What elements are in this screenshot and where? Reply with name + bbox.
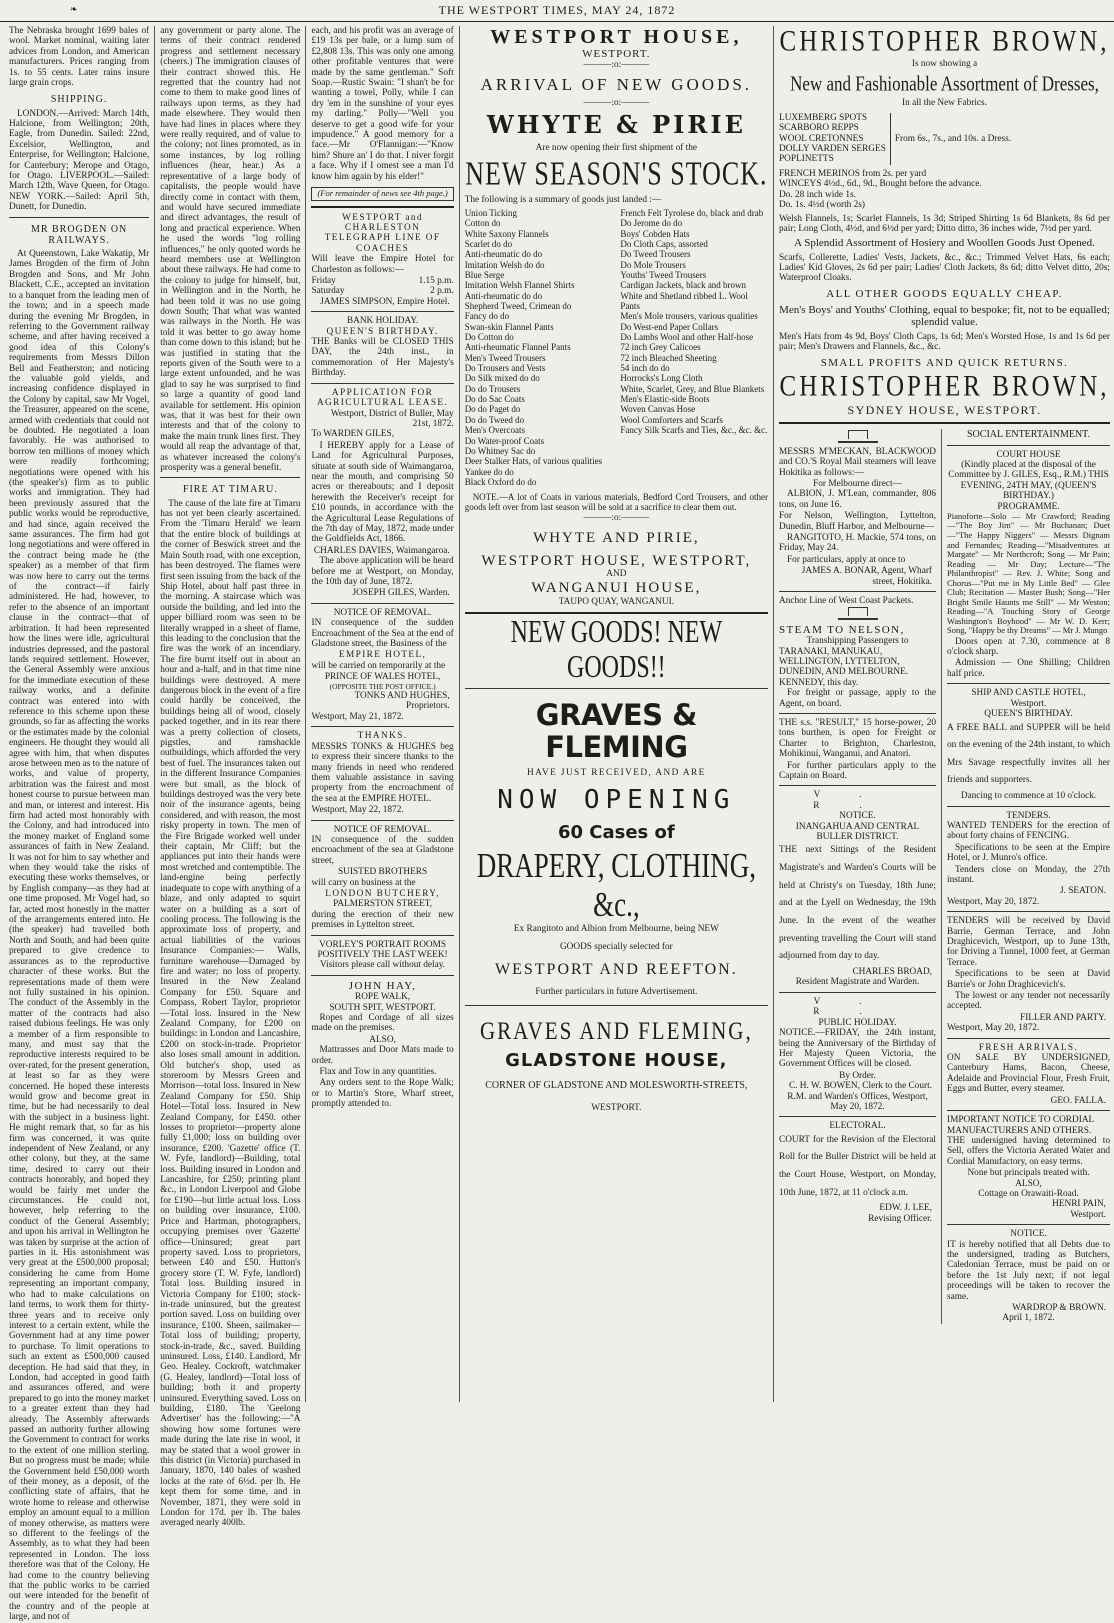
merinos: FRENCH MERINOS from 2s. per yard (779, 168, 927, 179)
divider (947, 911, 1110, 912)
column-3 (306, 26, 459, 1402)
goods-item: Men's Mole trousers, various qualities (620, 311, 758, 322)
principals: None but principals treated with. (967, 1168, 1090, 1179)
masthead (0, 0, 1114, 22)
goods-item: Men's Tweed Trousers (464, 352, 546, 363)
goods-item: Scarlet do do (464, 238, 513, 249)
goods-item: French Felt Tyrolese do, black and drab (620, 207, 764, 218)
removal2-heading: NOTICE OF REMOVAL. (333, 824, 432, 835)
divider (465, 688, 768, 689)
removal-signature: TONKS AND HUGHES, Proprietors. (354, 691, 450, 712)
mmeckan-text: MESSRS M'MECKAN, BLACKWOOD and CO.'S Royal Mail steamers will leave Hokitika as follows:— (779, 446, 937, 478)
thanks-text: MESSRS TONKS & HUGHES beg to express their sincere thanks to the many friends in need who rendered them valuable assistance in saving property from the encroachment of the sea at the EMPIRE HOTEL. (311, 741, 454, 804)
important-text: THE undersigned having determined to Sell, offers the Victoria Aerated Water and Cordial Manufactory, on easy terms. (947, 1135, 1111, 1167)
column-5-6 (774, 26, 1110, 1402)
goods-item: Anti-rheumatic do do (464, 290, 543, 301)
goods-item: Men's Overcoats (464, 425, 526, 436)
goods-item: White, Scarlet, Grey, and Blue Blankets (620, 383, 765, 394)
broad-signature: CHARLES BROAD, (852, 967, 933, 978)
ornament: ———:o:——— (583, 97, 650, 108)
fresh-heading: FRESH ARRIVALS. (978, 1042, 1079, 1053)
lease-note: The above application will be heard before me at Westport, on Monday, the 10th day of June, 1872. (311, 556, 454, 588)
goods-item: Union Ticking (464, 207, 517, 218)
steam-heading: STEAM TO NELSON, (779, 623, 905, 636)
footer-wanganui-house: WANGANUI HOUSE, (531, 579, 702, 596)
anchor-line: Anchor Line of West Coast Packets. (779, 596, 914, 607)
queens-birthday: QUEEN'S BIRTHDAY. (984, 709, 1073, 720)
goods-item: Horrocks's Long Cloth (620, 373, 703, 384)
goods-item: Do Whitney Sac do (464, 445, 536, 456)
london-butchery: LONDON BUTCHERY, (325, 888, 440, 899)
goods-item: Blue Serge (464, 270, 505, 281)
coach-row (311, 276, 453, 286)
goods-item: Imitation Welsh do do (464, 259, 545, 270)
divider (311, 726, 453, 727)
cases-of: 60 Cases of (557, 822, 675, 844)
removal2-text-3: during the erection of their new premises in Lyttelton street. (311, 909, 454, 931)
opposite-post-office: (OPPOSITE THE POST OFFICE.) (329, 681, 436, 691)
assortment-banner: New and Fashionable Assortment of Dresses, (790, 72, 1099, 96)
goods-selected: GOODS specially selected for (559, 942, 673, 953)
goods-item: Do do Paget do (464, 404, 521, 415)
westport-house-title: WESTPORT HOUSE, (490, 26, 743, 48)
lease-place: Westport, District of Buller, May 21st, 1872. (330, 408, 454, 429)
social-heading: SOCIAL ENTERTAINMENT. (967, 429, 1091, 441)
coach-signature: JAMES SIMPSON, Empire Hotel. (320, 296, 450, 307)
winceys: WINCEYS 4½d., 6d., 9d., Bought before the advance. (779, 179, 982, 190)
holiday-text: NOTICE.—FRIDAY, the 24th instant, being the Anniversary of the Birthday of Her Majesty Queen Victoria, the Government Offices will be closed. (779, 1028, 937, 1070)
coach-row (311, 286, 453, 296)
goods-item: White Saxony Flannels (464, 228, 549, 239)
goods-left (465, 208, 613, 487)
goods-item: Do do Tweed do (464, 414, 525, 425)
divider (465, 612, 768, 614)
court-house: COURT HOUSE (996, 449, 1061, 460)
programme: PROGRAMME. (997, 501, 1060, 512)
note-text: NOTE.—A lot of Coats in various materials, Bedford Cord Trousers, and other goods left over from last season will be sold at a sacrifice to clear them out. (464, 492, 769, 513)
divider (311, 311, 453, 312)
scarfs-text: Scarfs, Collerette, Ladies' Vests, Jackets, &c., &c.; Trimmed Velvet Hats, 6s each; Ladies' Kid Gloves, 2s 6d per pair; Ladies' Cloth Jackets, 8s 6d; ditto Velvet ditto, 20s; Waterproof Cloaks. (779, 252, 1111, 284)
hay-also: ALSO, (369, 1034, 396, 1045)
tunnel-tenders-2: Specifications to be seen at David Barrie's or John Draghicevich's. (947, 969, 1111, 990)
showing-text: Is now showing a (911, 59, 978, 69)
freight: For freight or passage, apply to the Agent, on board. (779, 688, 937, 709)
goods-item: Youths' Tweed Trousers (620, 270, 707, 281)
goods-item: Anti-rheumatic do do (464, 249, 543, 260)
have-just-received: HAVE JUST RECEIVED, AND ARE (526, 767, 706, 778)
divider (465, 1005, 768, 1006)
goods-item: Wool Comforters and Scarfs (620, 414, 723, 425)
fabric-item: SCARBORO REPPS (779, 123, 859, 134)
lease-heading: APPLICATION FOR AGRICULTURAL LEASE. (316, 387, 449, 409)
goods-item: Swan-skin Flannel Pants (464, 321, 554, 332)
christopher-brown-title: CHRISTOPHER BROWN, (779, 25, 1110, 58)
pain: HENRI PAIN, (1052, 1199, 1107, 1210)
nelson-route: For Nelson, Wellington, Lyttelton, Dunedin, Bluff Harbor, and Melbourne— (779, 511, 937, 532)
bank-text: THE Banks will be CLOSED THIS DAY, the 24th inst., in commemoration of Her Majesty's Birthday. (311, 337, 454, 379)
vorley-sub: POSITIVELY THE LAST WEEK! (317, 950, 448, 960)
lee-title: Revising Officer. (868, 1213, 933, 1224)
westport-reefton: WESTPORT AND REEFTON. (495, 960, 738, 978)
shipping-text: LONDON.—Arrived: March 14th, Halcione, from Wellington; 20th, Eagle, from Dunedin. Sailed: 22nd, Excelsior, Wellington, and Enterprise, for Wellington; Halcione, for Canterbury; Merope and Otago, for Otago. LIVERPOOL.—Sailed: March 12th, Wave Queen, for Otago. NEW YORK.—Sailed: April 5th, Dunett, for Dunedin. (9, 108, 150, 213)
goods-item: 72 inch Bleached Sheeting (620, 352, 717, 363)
tenders-text-2: Specifications to be seen at the Empire Hotel, or J. Munro's office. (947, 842, 1111, 864)
bonar-signature: JAMES A. BONAR, Agent, Wharf street, Hokitika. (801, 566, 933, 587)
divider (779, 422, 1110, 424)
rm-offices: R.M. and Warden's Offices, Westport, May 20, 1872. (787, 1091, 928, 1112)
newspaper-page (4, 25, 1111, 1623)
inangahua-text: THE next Sittings of the Resident Magistrate's and Warden's Courts will be held at Christy's on Tuesday, 18th June; and at the Lyell on Wednesday, the 19th June. In the event of the weather preventing travelling the Court will stand adjourned from day to day. (779, 845, 937, 962)
column-4-westport-house (460, 26, 774, 1402)
ship-castle-heading: SHIP AND CASTLE HOTEL, (971, 688, 1086, 699)
further-particulars: Further particulars in future Advertisement. (535, 986, 698, 997)
divider (947, 1224, 1110, 1225)
arrival-heading: ARRIVAL OF NEW GOODS. (480, 74, 753, 94)
fabric-item: POPLINETTS (779, 154, 834, 165)
westport-house-place: WESTPORT. (582, 48, 651, 60)
apply-text: For particulars, apply at once to (787, 554, 906, 565)
christopher-brown-footer: CHRISTOPHER BROWN, (779, 370, 1110, 403)
prince-of-wales: PRINCE OF WALES HOTEL, (324, 672, 441, 683)
doors: Doors open at 7.30, commence at 8 o'clock sharp. (947, 636, 1111, 658)
wardrop-date: April 1, 1872. (1002, 1313, 1055, 1324)
whyte-pirie: WHYTE & PIRIE (486, 110, 746, 140)
goods-item: White and Shetland ribbed L. Wool Pants (620, 290, 748, 312)
divider (311, 935, 453, 936)
bank-heading: BANK HOLIDAY. (346, 316, 419, 327)
lee-signature: EDW. J. LEE, (879, 1203, 933, 1214)
lease-signature: CHARLES DAVIES, Waimangaroa. (313, 545, 450, 556)
ship-icon (779, 606, 936, 623)
brogden-heading: MR BROGDEN ON RAILWAYS. (30, 223, 128, 246)
fresh-text: ON SALE BY UNDERSIGNED, Canterbury Hams, Bacon, Cheese, Adelaide and Provincial Flour, Fresh Fruit, Eggs and Butter, every steamer. (947, 1053, 1111, 1095)
kennedy: KENNEDY, this day. (779, 677, 859, 688)
tunnel-tenders-3: The lowest or any tender not necessarily accepted. (947, 991, 1111, 1012)
masthead-ornament: ❧ (70, 4, 79, 14)
graves-fleming: GRAVES & FLEMING (535, 697, 697, 765)
mens-clothing: Men's Boys' and Youths' Clothing, equal to bespoke; fit, not to be equalled; splendid value. (779, 304, 1110, 329)
goods-item: Shepherd Tweed, Crimean do (464, 301, 572, 312)
ports: TARANAKI, MANUKAU, WELLINGTON, LYTTELTON, DUNEDIN, AND MELBOURNE. (779, 646, 909, 678)
vorley-heading: VORLEY'S PORTRAIT ROOMS (319, 939, 447, 950)
wool-profit-text: each, and his profit was an average of £19 13s per bale, or a lump sum of £2,808 13s. This was only one among other profitable ventures that were made by the same gentleman." Soft Soap.—Rustic Swain: "I shan't be for wanting a towel, Polly, while I can dry 'em in the sunshine of your eyes my darling." Polly—"Well you deserve to get a good wife for your impudence." A good memory for a face.—Mr O'Flannigan:—"Know him? Shure an' I do that. I niver forgit a face. Why if I omest see a man I'd know him again by his elder!" (311, 26, 454, 182)
hay-text-2: Mattrasses and Door Mats made to order. (311, 1045, 454, 1066)
cottage: Cottage on Orawaiti-Road. (978, 1188, 1079, 1199)
goods-item: Do Tweed Trousers (620, 249, 691, 260)
now-opening: NOW OPENING (497, 785, 736, 816)
tenders-text-3: Tenders close on Monday, the 27th instant. (947, 864, 1111, 885)
queens-heading: QUEEN'S BIRTHDAY. (326, 326, 439, 337)
removal-text: IN consequence of the sudden Encroachment of the Sea at the end of Gladstone street, the Business of the (311, 618, 454, 650)
divider (311, 820, 453, 821)
tranship-text: Transhipping Passengers to (806, 636, 909, 647)
hay-sub: ROPE WALK, (355, 992, 411, 1003)
coach-text: Will leave the Empire Hotel for Charleston as follows:— (311, 254, 454, 275)
fabric-price: From 6s., 7s., and 10s. a Dress. (894, 133, 1012, 144)
goods-item: Woven Canvas Hose (620, 404, 696, 415)
goods-item: Do Jerome do do (620, 218, 683, 229)
falla: GEO. FALLA. (1050, 1095, 1107, 1106)
fabric-list (779, 113, 1110, 165)
hay-place: SOUTH SPIT, WESTPORT. (329, 1002, 436, 1013)
removal-text-2: will be carried on temporarily at the (311, 660, 446, 671)
notice-heading: NOTICE. (839, 811, 876, 822)
thanks-date: Westport, May 22, 1872. (311, 805, 404, 816)
suisted-brothers: SUISTED BROTHERS (338, 867, 428, 878)
hay-text: Ropes and Cordage of all sizes made on the premises. (311, 1012, 454, 1034)
divider (779, 992, 936, 993)
divider (9, 217, 149, 218)
westport-footer: WESTPORT. (591, 1102, 642, 1113)
welsh-flannels: Welsh Flannels, 1s; Scarlet Flannels, 1s 3d; Striped Shirting 1s 6d Blankets, 8s 6d per pair; Long Cloth, 4½d, and 6½d per yard; Ditto ditto, 36 inches wide, 7½d per yard. (779, 213, 1111, 234)
lease-note-signature: JOSEPH GILES, Warden. (352, 588, 450, 599)
broad-title: Resident Magistrate and Warden. (795, 977, 920, 988)
divider (779, 591, 936, 592)
column-6 (942, 429, 1110, 1323)
divider (311, 206, 453, 208)
coach-time: 2 p.m. (430, 286, 454, 297)
result-text-2: For further particulars apply to the Captain on Board. (779, 760, 937, 782)
brogden-article: At Queenstown, Lake Wakatip, Mr James Brogden of the firm of John Brogden and Sons, and Mr John Blackett, C.E., accepted an invitation to a banquet from the leading men of the town; and in a speech made during the evening Mr Brogden, in referring to the Government railway scheme, and after having received a good idea of this Colony's requirements from Messrs Dillon Bell and Featherston; and noticing the valuable gold yields, and increasing confidence displayed in the Colony by capital, saw Mr Vogel, the Treasurer, appeared on the scene, armed with credentials that could not be doubted. He negotiated a loan favorably. He was authorised to borrow ten millions of money which were readily forthcoming; negotiations were opened with his (the speaker's) firm as to public works and immigration. They had been previously assured that the public works would be reproductive, and had since, again received the same assurances. The firm had got long negotiations and were offered in the contract being made he (the speaker) as a member of that firm was now here to carry out the terms of the contract—if fairly administered. He had, however, to refer to the absence of an important clause in the contract—that of arbitration. It had been represented how the lines were idle, agricultural industries depressed, and the pastoral lands required settlement. However, the General Assembly were anxious for the immediate execution of these railway works, and a definite contract was entered into with reference to this scheme upon these grounds, so far as affecting the works or the estimates made by the colonial engineers. He thought they would all agree with him, that when disputes arose between men as to the nature of works, and value of property, arbitration was the fairest and most honest course to pursue between man and man, or interest and interest. His firm had acted most honorably with the Colony, and had introduced into the money market of England some assurances of faith in New Zealand. It was not for him to say whether and when they would take the risks of executing these works themselves, or by English company—as they had at one time proposed. Mr Vogel had, so far, acted most honestly in the matter of the arrangements entered into. He (the speaker) had travelled both North and South, and had been quite prepared to give credence to assurances as to the reproductive character of these works. But the representations made of them were not fully sustained in his opinion. The conduct of the Assembly in the matter of the contracts had also raised dubious feelings. He was only a member of a firm responsible to many, and must say that the reproductive interests required to be over-rated, for the present generation, at least so far as they were concerned. He hoped these interests would grow and become great in time, but he had necessarily to deal with the subject in a business light. He might remark that, so far as his firm was concerned, it was quite independent of New Zealand, or any other colony, but they, at the same time, desired to carry out their contracts honorably, and hoped they would be fairly met under the circumstances. He could not, however, help referring to the conduct of the General Assembly; and upon his arrival in Wellington he was taken by surprise at the action of parties in it. His astonishment was very great at the £500,000 proposal; considering he came from Home representing an important company, who had to make calculations on land terms, to work them for thirty-three years and to receive only interest to a certain extent, while the Government had at any time power to purchase. To limit operations to such an extent as £500,000 caused deception. He had said that they, in London, had accepted in good faith and assurances offered, and were prepared to go into the money market to a greater extent than they had already. The Assembly afterwards passed an authority further allowing the Government to contract for works to the extent of one million sterling. But no progress must be made; while the Government held £50,000 worth of their money, as a deposit, of the conflicting state of affairs, that he wrote home to release and otherwise employ an amount equal to a million of money otherwise, as matters were so different to the feelings of the Assembly, as to what they had been represented in London. The loss therefore was that of the Colony. He had come to the country believing that the public works to be carried out were intended for the benefit of the country and of the people at large, and not of (9, 249, 150, 1623)
goods-right (620, 208, 768, 487)
goods-item: Boys' Cobden Hats (620, 228, 690, 239)
footer-westport-house: WESTPORT HOUSE, WESTPORT, (481, 552, 752, 569)
ship-icon (779, 429, 936, 446)
thanks-heading: THANKS. (357, 731, 408, 742)
removal-date: Westport, May 21, 1872. (311, 711, 404, 722)
goods-item: 54 inch do do (620, 363, 670, 374)
dancing: Dancing to commence at 10 o'clock. (960, 791, 1097, 802)
goods-item: Do Cotton do (464, 332, 514, 343)
by-order: By Order. (839, 1070, 876, 1081)
goods-item: Do Trousers and Vests (464, 363, 546, 374)
coach-day: Friday (311, 276, 336, 287)
shipping-heading: SHIPPING. (50, 94, 108, 106)
divider (947, 1038, 1110, 1039)
filler-date: Westport, May 20, 1872. (947, 1023, 1040, 1034)
divider (779, 1116, 936, 1117)
divider (311, 975, 453, 976)
goods-list (465, 208, 768, 487)
fabric-item: LUXEMBERG SPOTS (779, 112, 868, 123)
ornament: ———:o:——— (583, 513, 650, 524)
lease-text: I HEREBY apply for a Lease of Land for Agricultural Purposes, situate at south side of Waimangaroa, near the mouth, and comprising 50 acres or thereabouts; and I deposit herewith the Receiver's receipt for £10 pounds, in accordance with the the Agricultural Lease Regulations of the 7th day of May, 1872, made under the Goldfields Act, 1866. (311, 440, 454, 545)
footer-and: AND (606, 569, 627, 580)
fire-article: The cause of the late fire at Timaru has not yet been clearly ascertained. From the 'Timaru Herald' we learn that the entire block of buildings at the corner of Beswick street and the Main South road, with one exception, has been destroyed. The flames were first seen issuing from the back of the Ship Hotel, about half past three in the morning. A staircase which was outside the building, and led into the upper billiard room was seen to be literally wrapped in a sheet of flame, this leading to the conclusion that the fire was the work of an incendiary. The fire burnt itself out in about an hour and a-half, and in that time nine buildings were destroyed. A mere dangerous block in the event of a fire could hardly be conceived, the buildings being all of wood, closely packed together, and in its rear there was a pretty collection of closets, pigstles, and ramshackle outbuildings, which afforded the very best of fuel. The insurances taken out in the different Insurance Companies were but small, as the block of buildings destroyed was the very bete noir of the insurance agents, being considered, and with reason, the most risky property in town. The men of the Fire Brigade worked well under their captain, Mr Cliff; but the appliances put into their hands were most wretched and contemptible. The land-engine being perfectly inadequate to cope with anything of a blaze, and only adapted to squirt water on a building as a sort of cooling process. The following is the approximate loss of property, and actual liabilities of the various Insurance Companies:— Walls, furniture warehouse—Damaged by fire and water; no loss of property. Insured in the New Zealand Company for £50. Square and Compass, Robert Taylor, proprietor—Total loss. Insured in the New Zealand Company, for £200 on buildings: in London and Lancashire, £200 on stock-in-trade. Proprietor also loses small amount in addition. Old butcher's shop, used as storeroom by Messrs Green and Morrison—total loss. Insured in New Zealand Company for £50. Ship Hotel—Total loss. Insured in New Zealand Company, for £450. other losses to proprietor—property alone fully £1,000; loss on building over insurance, £200. 'Gazette' office (T. W. Fyfe, landlord)—Building, total loss. Building insured in London and Lancashire, for £250; printing plant &c., in London Liverpool and Globe for £190—but little actual loss. Loss on building over insurance, £100. Price and Hartman, photographers, occupying premises over 'Gazette' office—Uninsured; great part property saved. Loss to proprietors, between £40 and £50. Hutton's grocery store (T. W. Fyfe, landlord) Total loss. Building insured in Victoria Company for £100; stock-in-trade uninsured, but the greatest portion saved. Loss on building over insurance, £100. Sheen, sailmaker—Total loss of building; property, stock-in-trade, &c., saved. Building uninsured. Loss, £140. Landlord, Mr Geo. Healey. Cockroft, watchmaker (G. Healey, landlord)—Total loss of building; both it and property uninsured. Everything saved. Loss on building, £180. The 'Geelong Advertiser' has the following:—"A showing how some fortunes were made during the late rise in wool, it may be stated that a wool grower in this district (in Victoria) purchased in January, 1870, 140 bales of washed locks at the rate of 6½d. per lb. He kept them for some time, and in November, 1871, they were sold in London for 17d. per lb. The bales averaged nearly 400lb. (160, 498, 301, 1529)
goods-item: Anti-rheumatic Flannel Pants (464, 342, 571, 353)
coach-day: Saturday (311, 286, 345, 297)
goods-item: Black Oxford do do (464, 476, 537, 487)
masthead-title: THE WESTPORT TIMES, MAY 24, 1872 (438, 2, 676, 17)
tenders-text: WANTED TENDERS for the erection of about forty chains of FENCING. (947, 820, 1111, 842)
wardrop: WARDROP & BROWN. (1012, 1303, 1107, 1314)
new-season-stock: NEW SEASON'S STOCK. (465, 155, 768, 193)
rangitoto: RANGITOTO, H. Mackie, 574 tons, on Friday, May 24. (779, 533, 937, 554)
ship-castle-place: Westport. (1010, 698, 1047, 709)
divider (947, 683, 1110, 684)
mens-hats: Men's Hats from 4s 9d, Boys' Cloth Caps, 1s 6d; Men's Worsted Hose, 1s and 1s 6d per pair; Men's Drawers and Flannels, &c., &c. (779, 331, 1111, 353)
new-fabrics: In all the New Fabrics. (902, 98, 987, 109)
winceys-do: Do. 28 inch wide 1s. (779, 189, 856, 200)
gladstone-house: GLADSTONE HOUSE, (505, 1050, 728, 1072)
goods-item: Do Lambs Wool and other Half-hose (620, 332, 754, 343)
drapery-clothing: DRAPERY, CLOTHING, &c., (476, 846, 756, 925)
divider (779, 713, 936, 714)
ex-rangitoto: Ex Rangitoto and Albion from Melbourne, being NEW (513, 923, 719, 934)
corner-streets: CORNER OF GLADSTONE AND MOLESWORTH-STREETS, (485, 1079, 748, 1091)
hay-heading: JOHN HAY, (348, 979, 417, 992)
electoral-text: COURT for the Revision of the Electoral Roll for the Buller District will be held at the Court House, Westport, on Monday, 10th June, 1872, at 11 o'clock a.m. (779, 1134, 937, 1198)
new-goods-heading: NEW GOODS! NEW GOODS!! (510, 615, 723, 685)
removal2-text-2: will carry on business at the (311, 877, 416, 888)
hay-text-4: Any orders sent to the Rope Walk; or to Martin's Store, Wharf street, promptly attended to. (311, 1078, 454, 1110)
footer-taupo: TAUPO QUAY, WANGANUI. (558, 596, 674, 607)
goods-item: Do West-end Paper Collars (620, 321, 719, 332)
ball-text: A FREE BALL and SUPPER will be held on the evening of the 24th instant, to which Mrs Savage respectfully invites all her friends and supporters. (947, 722, 1111, 786)
melbourne-head: For Melbourne direct— (813, 478, 902, 489)
summary-text: The following is a summary of goods just landed :— (464, 194, 662, 205)
splendid-assortment: A Splendid Assortment of Hosiery and Woollen Goods Just Opened. (794, 237, 1095, 250)
filler: FILLER AND PARTY. (1020, 1012, 1107, 1023)
goods-item: Fancy do do (464, 311, 510, 322)
all-other-goods: ALL OTHER GOODS EQUALLY CHEAP. (826, 287, 1063, 300)
goods-item: Yankee do do (464, 466, 514, 477)
notice-text: IT is hereby notified that all Debts due to the undersigned, trading as Butchers, Caledonian Terrace, must be paid on or before the 1st July next; if not legal proceedings will be taken to recover the same. (947, 1239, 1111, 1302)
vr-crest: V. R. (813, 996, 902, 1018)
albion: ALBION, J. M'Lean, commander, 806 tons, on June 16. (779, 489, 937, 510)
removal-heading: NOTICE OF REMOVAL. (333, 607, 432, 618)
column-2 (155, 26, 306, 1529)
court-house-text: (Kindly placed at the disposal of the Committee by J. GILES, Esq., R.M.) THIS EVENING, 24TH MAY, (QUEEN'S BIRTHDAY.) (948, 459, 1109, 502)
palmerston-street: PALMERSTON STREET, (333, 899, 433, 910)
coach-heading: WESTPORT and CHARLESTON TELEGRAPH LINE OF COACHES (324, 212, 441, 254)
goods-item: 72 inch Grey Calicoes (620, 342, 701, 353)
brogden-continued: any government or party alone. The terms of their contract rendered progress and settlement necessary (cheers.) The immigration clauses of their contract showed this. He regretted that the country had not come to them to make good lines of railways upon terms, as they had made elsewhere. They would then have had lines in places where they were really required, and of value to the colony; not lines promoted, as in some instances, by log rolling influences (hear, hear.) As a representative of a large body of capitalists, the people would have directly come in contact with them, and would have secured immediate and direct advantages, the result of long and practical experience. When he used the words "log rolling influences," he only quoted words he heard members use at Wellington about these railways. He had come to the colony to judge for himself, but, in Wellington and in the North, he had been told it was no use going down South; That what was wanted was railways in the North. He was told it was better to go away home than come down to this island; but he was justified in stating that the reports given of the South were to a large extent unfounded, and he was glad to say he was surprised to find so large a quantity of good land available for settlement. His opinion was, that it was best for their own interests and that of the colony to make the main trunk lines first. They would all reap the advantage of that, as whatever increased the colony's prosperity was a general benefit. (160, 26, 301, 474)
removal2-text: IN consequence of the sudden encroachment of the sea at Gladstone street, (311, 834, 454, 866)
empire-hotel: EMPIRE HOTEL, (338, 650, 427, 661)
lease-to: To WARDEN GILES, (311, 429, 395, 440)
fire-heading: FIRE AT TIMARU. (182, 484, 278, 496)
goods-item: Cotton do (464, 218, 501, 229)
column-1 (4, 26, 155, 1623)
divider (779, 785, 936, 786)
divider (160, 477, 300, 478)
goods-item: Do Water-proof Coats (464, 435, 545, 446)
vorley-text: Visitors please call without delay. (320, 960, 446, 971)
notice-heading: NOTICE. (1010, 1229, 1047, 1240)
goods-item: Men's Elastic-side Boots (620, 394, 710, 405)
holiday-heading: PUBLIC HOLIDAY. (818, 1017, 897, 1028)
small-profits: SMALL PROFITS AND QUICK RETURNS. (820, 356, 1069, 369)
fabric-item: DOLLY VARDEN SERGES (779, 144, 886, 155)
wool-report: The Nebraska brought 1699 bales of wool. Market nominal, waiting later advices from London, and American manufacturers. Prices ranging from 1s. to 55 cents. Later rains insure large grain crops. (9, 26, 150, 89)
hay-text-3: Flax and Tow in any quantities. (319, 1066, 437, 1077)
goods-item: Deer Stalker Hats, of various qualities (464, 456, 603, 467)
graves-fleming-footer: GRAVES AND FLEMING, (479, 1016, 753, 1046)
seaton: J. SEATON. (1059, 886, 1107, 897)
vr-crest: V. R. (813, 790, 902, 811)
goods-item: Cardigan Jackets, black and brown (620, 280, 747, 291)
column-5 (779, 429, 942, 1323)
pain-place: Westport. (1070, 1209, 1107, 1220)
goods-item: Fancy Silk Scarfs and Ties, &c., &c. &c. (620, 425, 768, 436)
goods-item: Imitation Welsh Flannel Shirts (464, 280, 575, 291)
lower-split (779, 429, 1110, 1323)
divider (311, 603, 453, 604)
ornament: ———:o:——— (583, 60, 650, 71)
winceys-do: Do. 1s. 4½d (worth 2s) (779, 200, 866, 211)
coach-time: 1.15 p.m. (418, 276, 454, 287)
divider (947, 806, 1110, 807)
bowen-signature: C. H. W. BOWEN, Clerk to the Court. (788, 1081, 933, 1092)
electoral-heading: ELECTORAL. (829, 1121, 886, 1132)
also: ALSO, (1015, 1178, 1042, 1189)
tunnel-tenders: TENDERS will be received by David Barrie, German Terrace, and John Draghicevich, Westport, up to June 13th, for Driving a Tunnel, 1000 feet, at German Terrace. (947, 916, 1111, 968)
footer-whyte: WHYTE AND PIRIE, (533, 529, 700, 546)
goods-item: Do Mole Trousers (620, 259, 686, 270)
inangahua: INANGAHUA AND CENTRAL BULLER DISTRICT. (795, 821, 920, 843)
divider (947, 445, 1110, 446)
goods-item: Do do Trousers (464, 383, 521, 394)
admission: Admission — One Shilling; Children half price. (947, 658, 1111, 679)
goods-item: Do Cloth Caps, assorted (620, 238, 708, 249)
result-text: THE s.s. "RESULT," 15 horse-power, 20 tons burthen, is open for Freight or Charter to Brighton, Charleston, Mohikinui, Wanganui, and Anatori. (779, 718, 937, 760)
seaton-date: Westport, May 20, 1872. (947, 896, 1040, 907)
tenders-heading: TENDERS. (1006, 810, 1051, 821)
opening-text: Are now opening their first shipment of the (535, 143, 698, 154)
fabric-item: WOOL CRETONNES (779, 133, 864, 144)
programme-list: Pianoforte—Solo — Mr Crawford; Reading—"The Boy Jim" — Mr Buchanan; Duet—"The Happy Niggers" — Messrs Dignam and Fernandes; Reading—"Misadventures at Margate" — Mr Northcroft; Song — Mr Pain; Reading — Mr Day; Lecture—"The Philanthropist" — Rev. J. White; Song and Chorus—"Put me in My Little Bed" — Glee Club; Recitation — Master Bush; Song—"Her Bright Smile Haunts me Still" — Mr Weston; Reading—"A Touching Story of George Washington's Boyhood" — Mr W. D. Kerr; Song, "Happy be thy Dreams" — Mr J. Mungo (947, 510, 1111, 636)
fabric-items (779, 113, 891, 165)
divider (311, 383, 453, 384)
goods-item: Do Silk mixed do do (464, 373, 540, 384)
remainder-note: (For remainder of news see 4th page.) (311, 187, 453, 201)
sydney-house: SYDNEY HOUSE, WESTPORT. (847, 402, 1042, 417)
important-notice: IMPORTANT NOTICE TO CORDIAL MANUFACTURERS AND OTHERS. (947, 1115, 1094, 1136)
divider (947, 1110, 1110, 1111)
goods-item: Do do Sac Coats (464, 394, 525, 405)
